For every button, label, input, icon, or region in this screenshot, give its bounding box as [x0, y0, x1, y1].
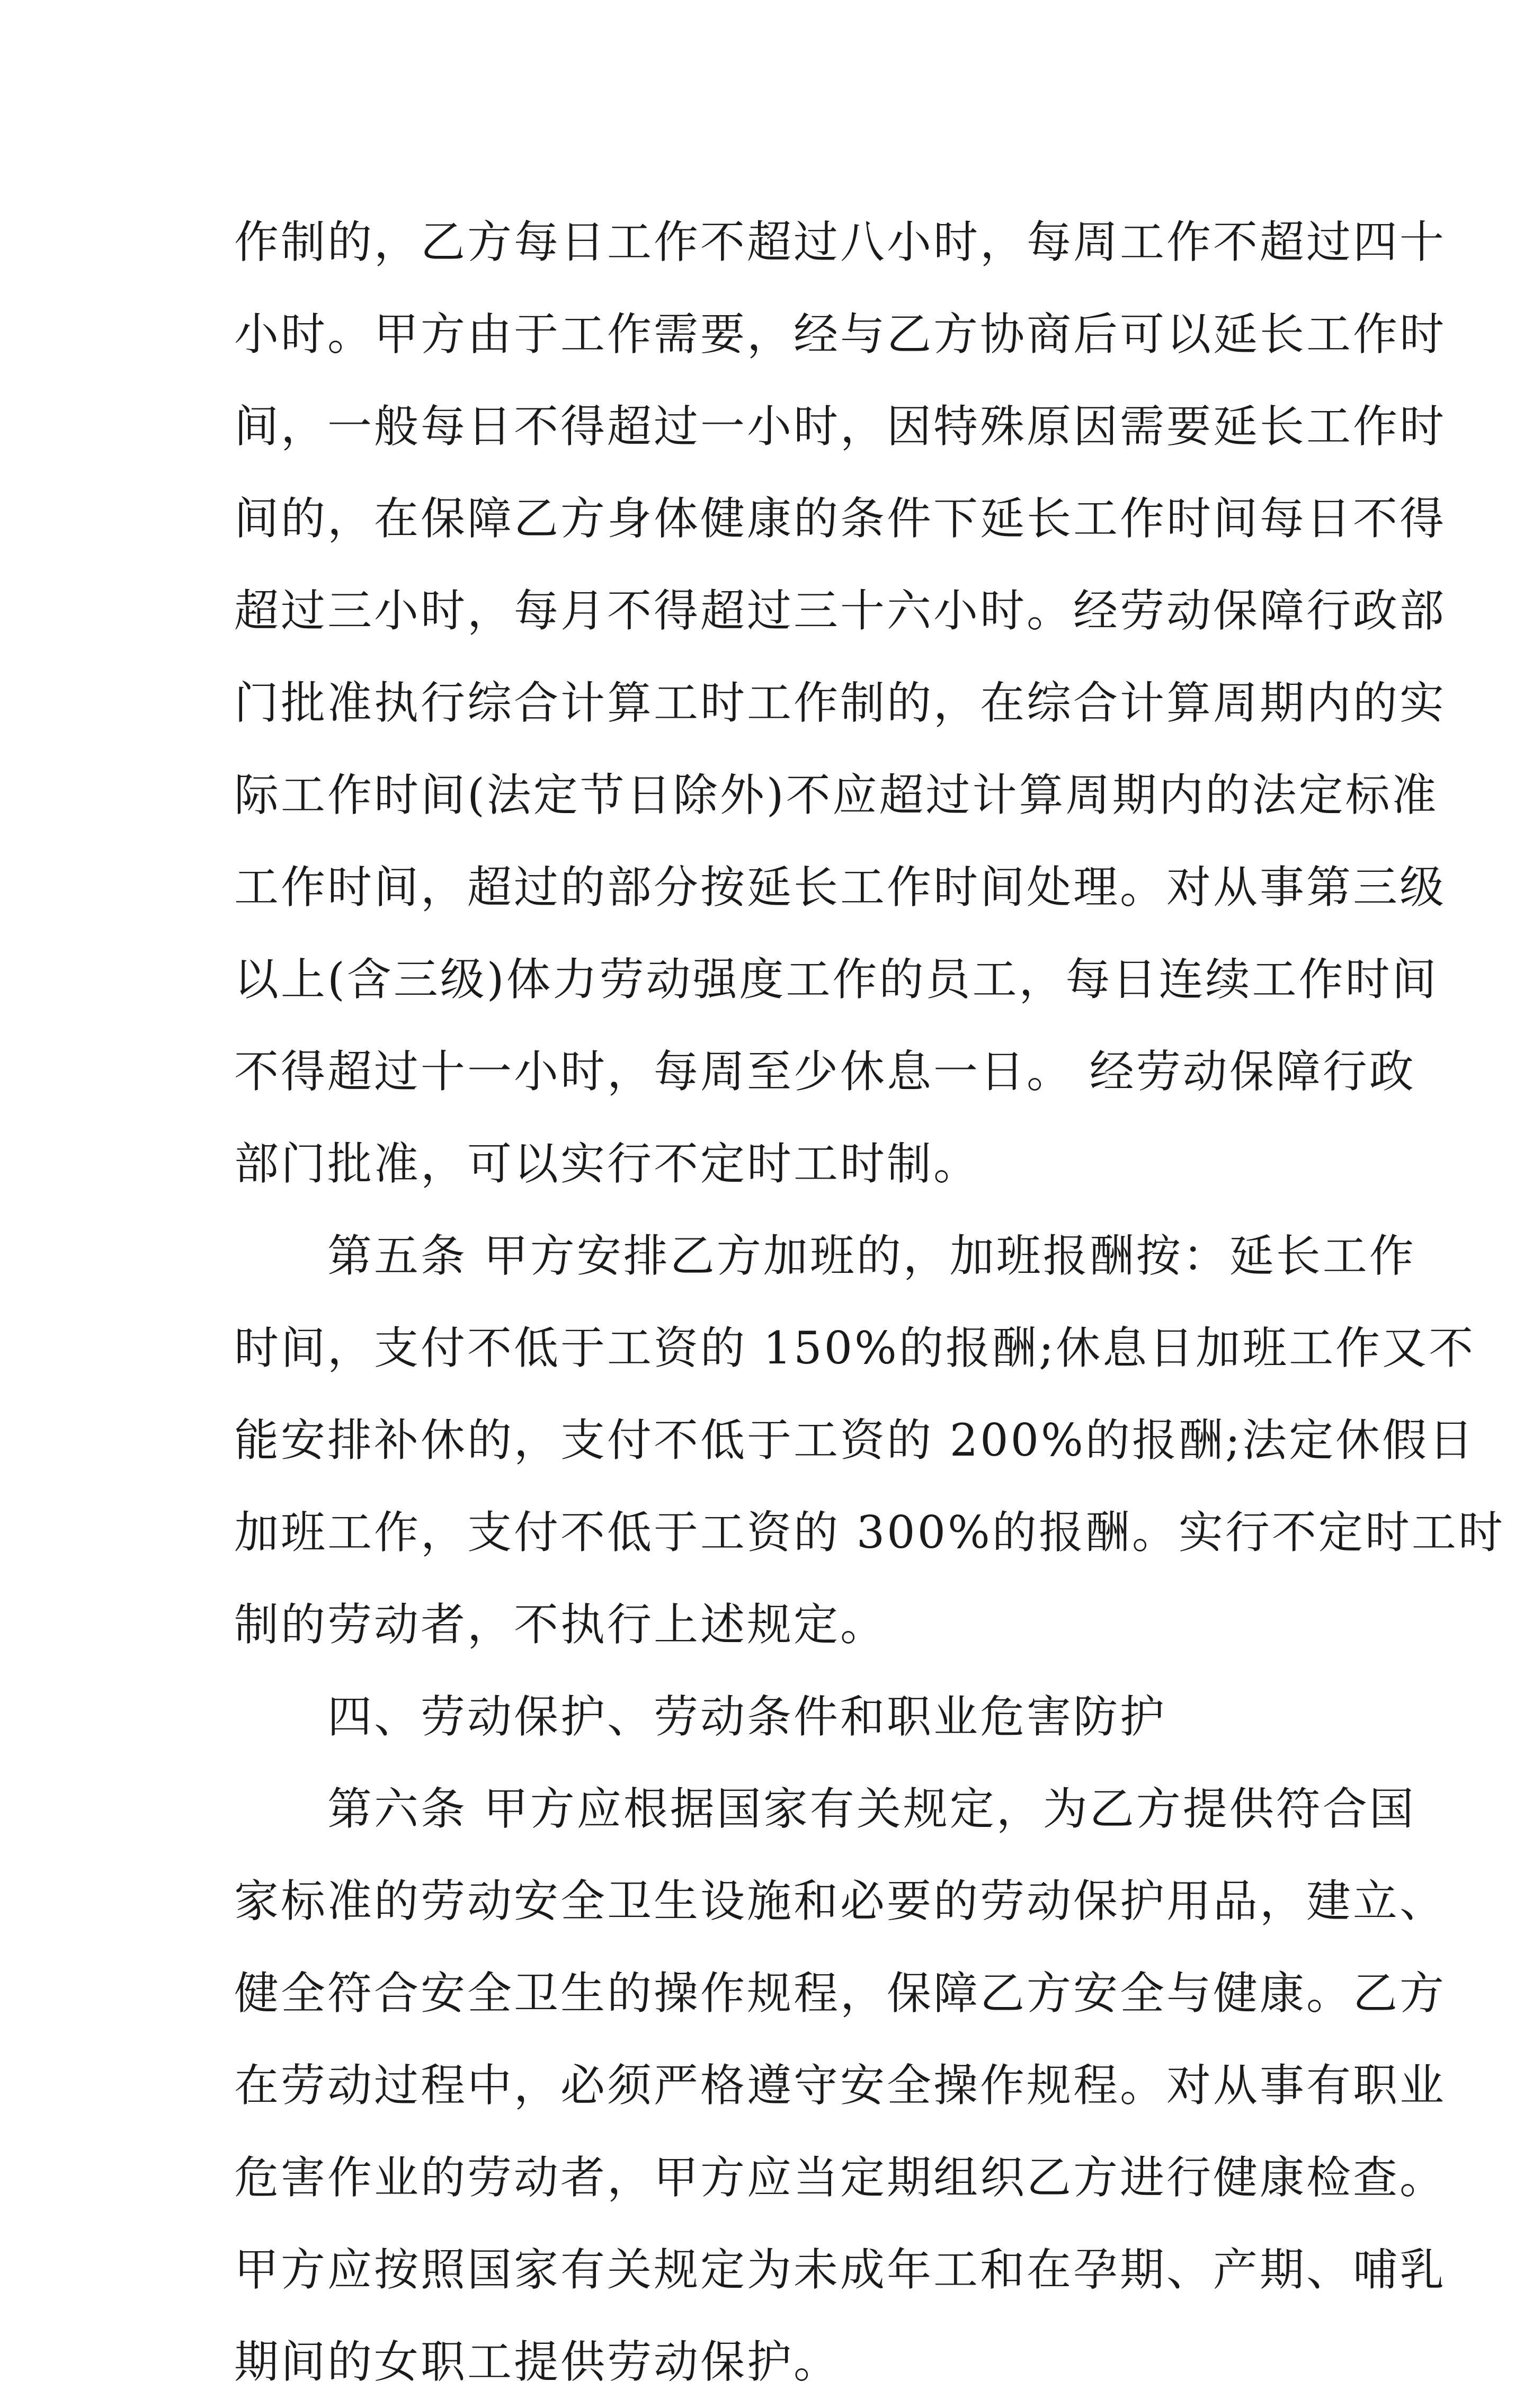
article-6-line: 第六条 甲方应根据国家有关规定，为乙方提供符合国 — [234, 1783, 1416, 1835]
text-line: 制的劳动者，不执行上述规定。 — [234, 1599, 887, 1651]
text-line: 危害作业的劳动者，甲方应当定期组织乙方进行健康检查。 — [234, 2152, 1447, 2204]
text-line: 间的，在保障乙方身体健康的条件下延长工作时间每日不得 — [234, 493, 1447, 545]
text-line: 部门批准，可以实行不定时工时制。 — [234, 1138, 981, 1190]
text-line: 不得超过十一小时，每周至少休息一日。 经劳动保障行政 — [234, 1046, 1416, 1098]
text-line: 工作时间，超过的部分按延长工作时间处理。对从事第三级 — [234, 861, 1447, 913]
document-body — [234, 196, 1505, 2408]
text-line: 门批准执行综合计算工时工作制的，在综合计算周期内的实 — [234, 677, 1447, 729]
text-line: 在劳动过程中，必须严格遵守安全操作规程。对从事有职业 — [234, 2059, 1447, 2111]
text-line: 能安排补休的，支付不低于工资的 200%的报酬;法定休假日 — [234, 1414, 1476, 1466]
text-line: 作制的，乙方每日工作不超过八小时，每周工作不超过四十 — [234, 216, 1447, 268]
text-line: 期间的女职工提供劳动保护。 — [234, 2336, 841, 2388]
text-line: 健全符合安全卫生的操作规程，保障乙方安全与健康。乙方 — [234, 1967, 1447, 2019]
article-5-line: 第五条 甲方安排乙方加班的，加班报酬按：延长工作 — [234, 1230, 1416, 1282]
text-line: 以上(含三级)体力劳动强度工作的员工，每日连续工作时间 — [234, 953, 1439, 1005]
text-line: 间，一般每日不得超过一小时，因特殊原因需要延长工作时 — [234, 400, 1447, 452]
text-line: 家标准的劳动安全卫生设施和必要的劳动保护用品，建立、 — [234, 1875, 1447, 1927]
text-line: 甲方应按照国家有关规定为未成年工和在孕期、产期、哺乳 — [234, 2244, 1447, 2296]
text-line: 超过三小时，每月不得超过三十六小时。经劳动保障行政部 — [234, 585, 1447, 637]
text-line: 际工作时间(法定节日除外)不应超过计算周期内的法定标准 — [234, 769, 1439, 821]
text-line: 加班工作，支付不低于工资的 300%的报酬。实行不定时工时 — [234, 1506, 1505, 1558]
text-line: 小时。甲方由于工作需要，经与乙方协商后可以延长工作时 — [234, 308, 1447, 360]
section-heading-4: 四、劳动保护、劳动条件和职业危害防护 — [234, 1691, 1167, 1743]
text-line: 时间，支付不低于工资的 150%的报酬;休息日加班工作又不 — [234, 1322, 1476, 1374]
